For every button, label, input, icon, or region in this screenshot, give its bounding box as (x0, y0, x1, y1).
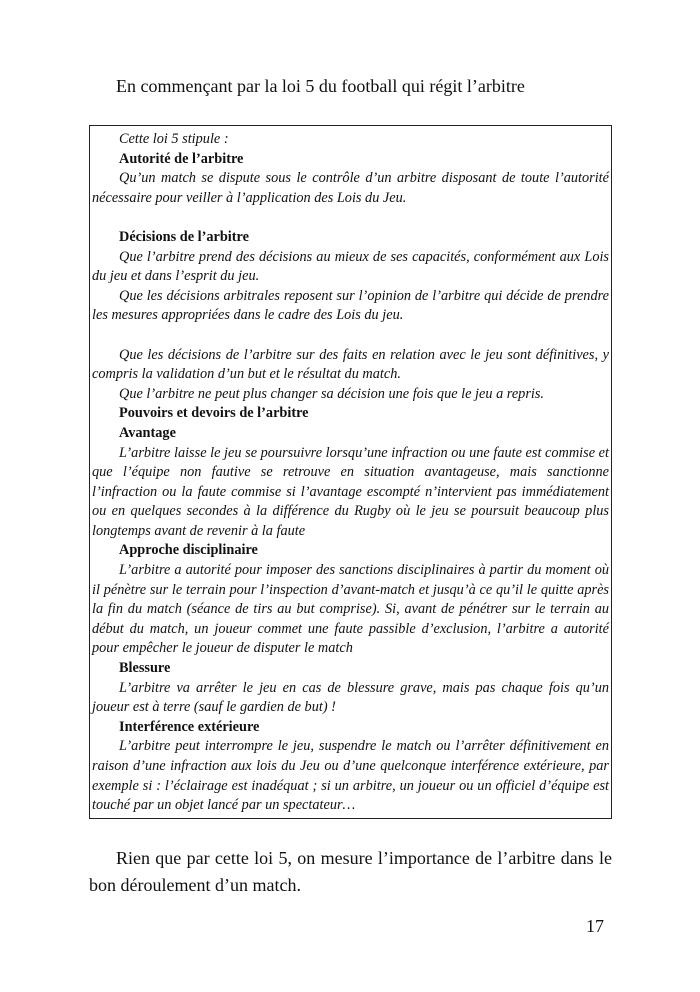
spacer (92, 208, 609, 228)
paragraph-injury: L’arbitre va arrêter le jeu en cas de blessure grave, mais pas chaque fois qu’un joueur est à terre (sauf le gardien de but) ! (92, 679, 609, 716)
paragraph-authority: Qu’un match se dispute sous le contrôle d’un arbitre disposant de toute l’autorité nécessaire pour veiller à l’application des Lois du Jeu. (92, 170, 609, 206)
heading-authority: Autorité de l’arbitre (119, 150, 244, 167)
paragraph-decisions-4: Que l’arbitre ne peut plus changer sa décision une fois que le jeu a repris. (119, 385, 544, 402)
paragraph-decisions-3: Que les décisions de l’arbitre sur des faits en relation avec le jeu sont définitives, y compris la validation d’un but et le résultat du match. (92, 346, 609, 383)
heading-injury: Blessure (119, 660, 171, 677)
page-number: 17 (586, 916, 604, 936)
heading-discipline: Approche disciplinaire (119, 542, 258, 559)
spacer (92, 326, 609, 346)
conclusion-text: Rien que par cette loi 5, on mesure l’importance de l’arbitre dans le bon déroulement d’un match. (89, 848, 612, 895)
conclusion-paragraph (89, 845, 612, 899)
paragraph-decisions-1: Que l’arbitre prend des décisions au mieux de ses capacités, conformément aux Lois du jeu et dans l’esprit du jeu. (92, 248, 609, 285)
paragraph-interference: L’arbitre peut interrompre le jeu, suspendre le match ou l’arrêter définitivement en raison d’une infraction aux lois du Jeu ou d’une quelconque interférence extérieure, par exemple si : l’éclairage est inadéquat ; si un arbitre, un joueur ou un officiel d’équipe est touché par un objet lancé par un spectateur… (92, 738, 609, 814)
paragraph-decisions-2: Que les décisions arbitrales reposent sur l’opinion de l’arbitre qui décide de prendre les mesures appropriées dans le cadre des Lois du jeu. (92, 287, 609, 324)
box-lead: Cette loi 5 stipule : (119, 131, 229, 147)
paragraph-advantage: L’arbitre laisse le jeu se poursuivre lorsqu’une infraction ou une faute est commise et que l’équipe non fautive se retrouve en situation avantageuse, mais sanctionne l’infraction ou la faute commise si l’avantage escompté n’intervient pas immédiatement ou en quelques secondes à la différence du Rugby où le jeu se poursuit beaucoup plus longtemps avant de revenir à la faute (92, 444, 609, 539)
law-5-quote-box (89, 125, 612, 819)
paragraph-discipline: L’arbitre a autorité pour imposer des sanctions disciplinaires à partir du moment où il pénètre sur le terrain pour l’inspection d’avant-match et jusqu’à ce qu’il le quitte après la fin du match (séance de tirs au but comprise). Si, avant de pénétrer sur le terrain au début du match, un joueur commet une faute passible d’exclusion, l’arbitre a autorité pour empêcher le joueur de disputer le match (92, 562, 609, 657)
heading-decisions: Décisions de l’arbitre (119, 228, 249, 245)
heading-powers: Pouvoirs et devoirs de l’arbitre (119, 405, 309, 422)
heading-interference: Interférence extérieure (119, 718, 260, 735)
intro-sentence: En commençant par la loi 5 du football qui régit l’arbitre (116, 76, 525, 96)
heading-advantage: Avantage (119, 424, 176, 441)
